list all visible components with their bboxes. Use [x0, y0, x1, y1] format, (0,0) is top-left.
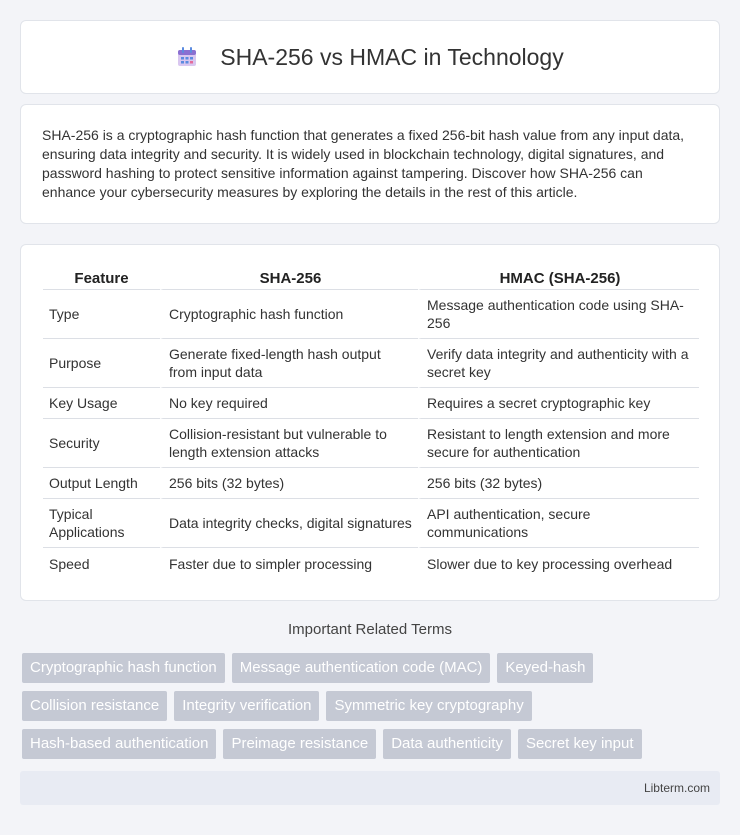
tag-keyed-hash[interactable]: Keyed-hash [497, 653, 593, 683]
table-cell: Verify data integrity and authenticity with a secret key [418, 339, 699, 388]
table-cell: Speed [49, 555, 90, 572]
table-cell: Data integrity checks, digital signatures [160, 499, 418, 548]
page-title: SHA-256 vs HMAC in Technology [220, 43, 564, 70]
table-cell: Purpose [43, 339, 160, 388]
tag-row [22, 729, 722, 759]
tag-data-authenticity[interactable]: Data authenticity [383, 729, 511, 759]
comparison-table-card [20, 244, 720, 601]
table-cell: API authentication, secure communications [418, 499, 699, 548]
calendar-icon [176, 46, 198, 68]
tag-collision-resistance[interactable]: Collision resistance [22, 691, 167, 721]
header-sha256: SHA-256 [160, 264, 418, 290]
tag-row [22, 691, 722, 721]
tag-symmetric-key-cryptography[interactable]: Symmetric key cryptography [326, 691, 531, 721]
related-terms-list [22, 653, 722, 767]
table-row [43, 388, 699, 419]
table-cell: Key Usage [43, 388, 160, 419]
table-cell: Generate fixed-length hash output from input data [160, 339, 418, 388]
tag-secret-key-input[interactable]: Secret key input [518, 729, 642, 759]
table-header-row [43, 264, 699, 290]
table-row [43, 499, 699, 548]
table-cell: Collision-resistant but vulnerable to length extension attacks [160, 419, 418, 468]
table-cell: Slower due to key processing overhead [418, 548, 699, 579]
table-cell: 256 bits (32 bytes) [160, 468, 418, 499]
table-cell: Message authentication code using SHA-256 [418, 290, 699, 339]
table-row [43, 468, 699, 499]
intro-text: SHA-256 is a cryptographic hash function that generates a fixed 256-bit hash value from any input data, ensuring data integrity and security. It is widely used in blockchain technology, digital signatures, and password hashing to protect sensitive information against tampering. Discover how SHA-256 can enhance your cybersecurity measures by exploring the details in the rest of this article. [42, 127, 685, 200]
table-cell: Type [43, 290, 160, 339]
header-feature: Feature [43, 264, 160, 290]
footer [20, 771, 720, 805]
table-cell: Requires a secret cryptographic key [418, 388, 699, 419]
tag-preimage-resistance[interactable]: Preimage resistance [223, 729, 376, 759]
table-cell: Resistant to length extension and more secure for authentication [418, 419, 699, 468]
table-row [43, 419, 699, 468]
header-hmac: HMAC (SHA-256) [418, 264, 699, 290]
table-row [43, 548, 699, 579]
tag-row [22, 653, 722, 683]
table-cell: Typical Applications [43, 499, 160, 548]
table-cell: 256 bits (32 bytes) [418, 468, 699, 499]
table-row [43, 290, 699, 339]
table-cell: Faster due to simpler processing [160, 548, 418, 579]
tag-hash-based-authentication[interactable]: Hash-based authentication [22, 729, 216, 759]
footer-brand-link[interactable]: Libterm.com [643, 781, 710, 795]
table-row [43, 339, 699, 388]
intro-card [20, 104, 720, 224]
tag-message-authentication-code[interactable]: Message authentication code (MAC) [232, 653, 491, 683]
comparison-table [43, 264, 699, 579]
tag-integrity-verification[interactable]: Integrity verification [174, 691, 319, 721]
table-cell: Output Length [43, 468, 160, 499]
header-card [20, 20, 720, 94]
related-terms-title: Important Related Terms [288, 621, 452, 638]
tag-cryptographic-hash-function[interactable]: Cryptographic hash function [22, 653, 225, 683]
table-cell: No key required [160, 388, 418, 419]
table-cell: Cryptographic hash function [160, 290, 418, 339]
table-cell: Security [43, 419, 160, 468]
